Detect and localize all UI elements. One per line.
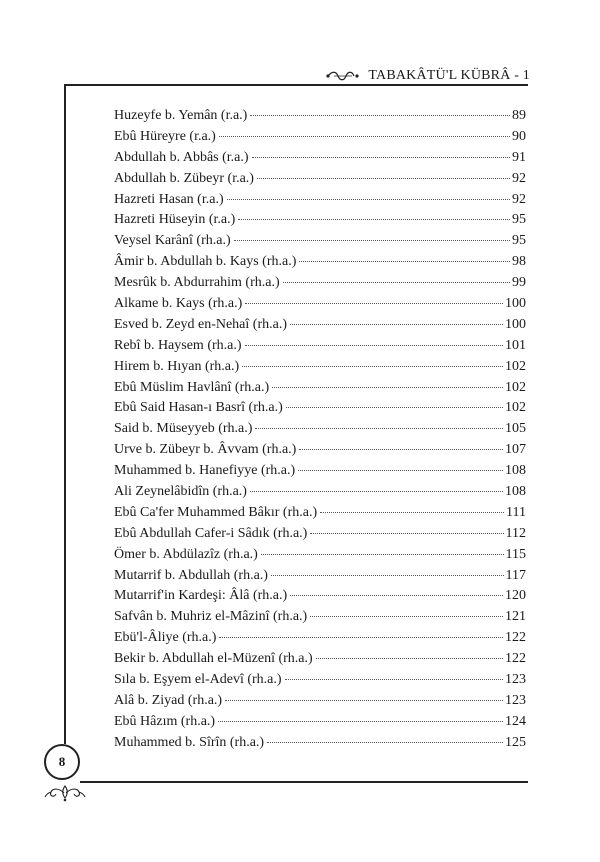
toc-entry-page: 89 — [512, 108, 526, 123]
toc-entry-page: 100 — [505, 316, 526, 332]
toc-entry — [114, 735, 526, 756]
toc-entry — [114, 380, 526, 401]
dot-leader — [298, 470, 503, 471]
toc-entry-page: 105 — [505, 421, 526, 437]
toc-entry-page: 92 — [512, 170, 526, 186]
dot-leader — [272, 387, 503, 388]
toc-entry-title: Alâ b. Ziyad (rh.a.) — [114, 692, 223, 708]
toc-entry — [114, 296, 526, 317]
running-title: TABAKÂTÜ'L KÜBRÂ - 1 — [368, 68, 530, 83]
toc-entry — [114, 400, 526, 421]
toc-entry-title: Veysel Karânî (rh.a.) — [114, 233, 231, 249]
toc-entry-page: 95 — [512, 212, 526, 228]
dot-leader — [261, 554, 504, 555]
toc-entry — [114, 630, 526, 651]
toc-entry-title: Ebû Hüreyre (r.a.) — [114, 128, 216, 144]
toc-entry-title: Said b. Müseyyeb (rh.a.) — [114, 421, 253, 437]
toc-entry — [114, 171, 526, 192]
toc-entry-title: Hazreti Hasan (r.a.) — [114, 191, 224, 207]
toc-entry-title: Mesrûk b. Abdurrahim (rh.a.) — [114, 275, 280, 291]
toc-entry-page: 115 — [505, 546, 526, 562]
toc-entry — [114, 108, 526, 129]
toc-entry — [114, 254, 526, 275]
toc-entry — [114, 463, 526, 484]
dot-leader — [310, 533, 503, 534]
dot-leader — [320, 512, 504, 513]
toc-entry-page: 102 — [505, 400, 526, 416]
toc-entry — [114, 651, 526, 672]
toc-entry — [114, 505, 526, 526]
toc-entry — [114, 568, 526, 589]
toc-entry — [114, 693, 526, 714]
bottom-border-line — [80, 781, 528, 783]
page-number: 8 — [58, 754, 66, 769]
toc-entry-page: 102 — [505, 358, 526, 374]
toc-entry — [114, 714, 526, 735]
toc-entry-title: Safvân b. Muhriz el-Mâzinî (rh.a.) — [114, 609, 308, 625]
dot-leader — [219, 637, 503, 638]
toc-entry-title: Mutarrif b. Abdullah (rh.a.) — [114, 567, 268, 583]
toc-entry-title: Ebû Ca'fer Muhammed Bâkır (rh.a.) — [114, 504, 318, 520]
toc-entry — [114, 338, 526, 359]
dot-leader — [252, 157, 510, 158]
dot-leader — [250, 115, 510, 116]
toc-entry — [114, 421, 526, 442]
toc-entry — [114, 484, 526, 505]
dot-leader — [285, 679, 503, 680]
dot-leader — [219, 136, 510, 137]
toc-entry-page: 122 — [505, 651, 526, 667]
toc-entry-page: 108 — [505, 463, 526, 479]
toc-entry-page: 95 — [512, 233, 526, 249]
dot-leader — [299, 261, 510, 262]
toc-entry-page: 99 — [512, 275, 526, 291]
toc-entry-page: 98 — [512, 254, 526, 270]
toc-entry-title: Âmir b. Abdullah b. Kays (rh.a.) — [114, 254, 297, 270]
dot-leader — [283, 282, 510, 283]
toc-entry-title: Muhammed b. Sîrîn (rh.a.) — [114, 734, 265, 750]
toc-entry — [114, 547, 526, 568]
toc-entry-page: 108 — [505, 484, 526, 500]
page-number-badge — [44, 744, 80, 780]
dot-leader — [242, 366, 503, 367]
dot-leader — [250, 491, 503, 492]
toc-entry-title: Ebû Abdullah Cafer-i Sâdık (rh.a.) — [114, 525, 308, 541]
toc-entry-title: Ebû Müslim Havlânî (rh.a.) — [114, 379, 270, 395]
running-header — [318, 68, 530, 84]
dot-leader — [257, 178, 510, 179]
table-of-contents — [114, 108, 526, 756]
toc-entry-page: 107 — [505, 442, 526, 458]
dot-leader — [271, 575, 504, 576]
toc-entry-page: 124 — [505, 713, 526, 729]
toc-entry-page: 91 — [512, 149, 526, 165]
toc-entry — [114, 609, 526, 630]
dot-leader — [234, 240, 510, 241]
dot-leader — [290, 595, 503, 596]
toc-entry-page: 101 — [505, 337, 526, 353]
toc-entry-page: 117 — [505, 567, 526, 583]
floral-ornament-icon — [43, 784, 87, 802]
dot-leader — [245, 303, 503, 304]
left-border-line — [64, 84, 66, 744]
toc-entry-title: Ebü'l-Âliye (rh.a.) — [114, 630, 217, 646]
toc-entry-title: Urve b. Zübeyr b. Âvvam (rh.a.) — [114, 442, 297, 458]
toc-entry-page: 121 — [505, 609, 526, 625]
toc-entry-title: Huzeyfe b. Yemân (r.a.) — [114, 108, 248, 123]
toc-entry-page: 120 — [505, 588, 526, 604]
dot-leader — [299, 449, 503, 450]
toc-entry-title: Muhammed b. Hanefiyye (rh.a.) — [114, 463, 296, 479]
dot-leader — [310, 616, 503, 617]
toc-entry-page: 102 — [505, 379, 526, 395]
toc-entry-title: Rebî b. Haysem (rh.a.) — [114, 337, 242, 353]
toc-entry-title: Ali Zeynelâbidîn (rh.a.) — [114, 484, 247, 500]
toc-entry — [114, 129, 526, 150]
toc-entry — [114, 442, 526, 463]
toc-entry — [114, 526, 526, 547]
toc-entry-title: Abdullah b. Zübeyr (r.a.) — [114, 170, 254, 186]
toc-entry — [114, 317, 526, 338]
toc-entry-title: Hirem b. Hıyan (rh.a.) — [114, 358, 240, 374]
toc-entry-title: Hazreti Hüseyin (r.a.) — [114, 212, 236, 228]
toc-entry-page: 100 — [505, 296, 526, 312]
toc-entry-title: Ömer b. Abdülazîz (rh.a.) — [114, 546, 258, 562]
toc-entry-page: 122 — [505, 630, 526, 646]
toc-entry — [114, 275, 526, 296]
toc-entry-page: 92 — [512, 191, 526, 207]
dot-leader — [225, 700, 503, 701]
toc-entry — [114, 588, 526, 609]
toc-entry-page: 123 — [505, 692, 526, 708]
toc-entry — [114, 672, 526, 693]
toc-entry — [114, 192, 526, 213]
toc-entry — [114, 212, 526, 233]
toc-entry-title: Abdullah b. Abbâs (r.a.) — [114, 149, 249, 165]
toc-entry-title: Ebû Said Hasan-ı Basrî (rh.a.) — [114, 400, 283, 416]
top-border-line — [64, 84, 528, 86]
toc-entry — [114, 150, 526, 171]
toc-entry-page: 90 — [512, 128, 526, 144]
toc-entry-page: 125 — [505, 734, 526, 750]
dot-leader — [255, 428, 503, 429]
toc-entry-title: Alkame b. Kays (rh.a.) — [114, 296, 243, 312]
toc-entry-page: 111 — [506, 504, 526, 520]
toc-entry-title: Mutarrif'in Kardeşi: Âlâ (rh.a.) — [114, 588, 288, 604]
dot-leader — [227, 199, 510, 200]
toc-entry-page: 112 — [505, 525, 526, 541]
dot-leader — [245, 345, 503, 346]
dot-leader — [218, 721, 503, 722]
toc-entry-page: 123 — [505, 672, 526, 688]
toc-entry-title: Ebû Hâzım (rh.a.) — [114, 713, 216, 729]
dot-leader — [316, 658, 503, 659]
toc-entry-title: Esved b. Zeyd en-Nehaî (rh.a.) — [114, 316, 287, 332]
dot-leader — [290, 324, 503, 325]
dot-leader — [267, 742, 503, 743]
dot-leader — [286, 407, 503, 408]
toc-entry-title: Sıla b. Eşyem el-Adevî (rh.a.) — [114, 672, 282, 688]
toc-entry — [114, 233, 526, 254]
toc-entry — [114, 359, 526, 380]
toc-entry-title: Bekir b. Abdullah el-Müzenî (rh.a.) — [114, 651, 313, 667]
dot-leader — [238, 219, 510, 220]
scroll-ornament-icon — [326, 70, 360, 82]
